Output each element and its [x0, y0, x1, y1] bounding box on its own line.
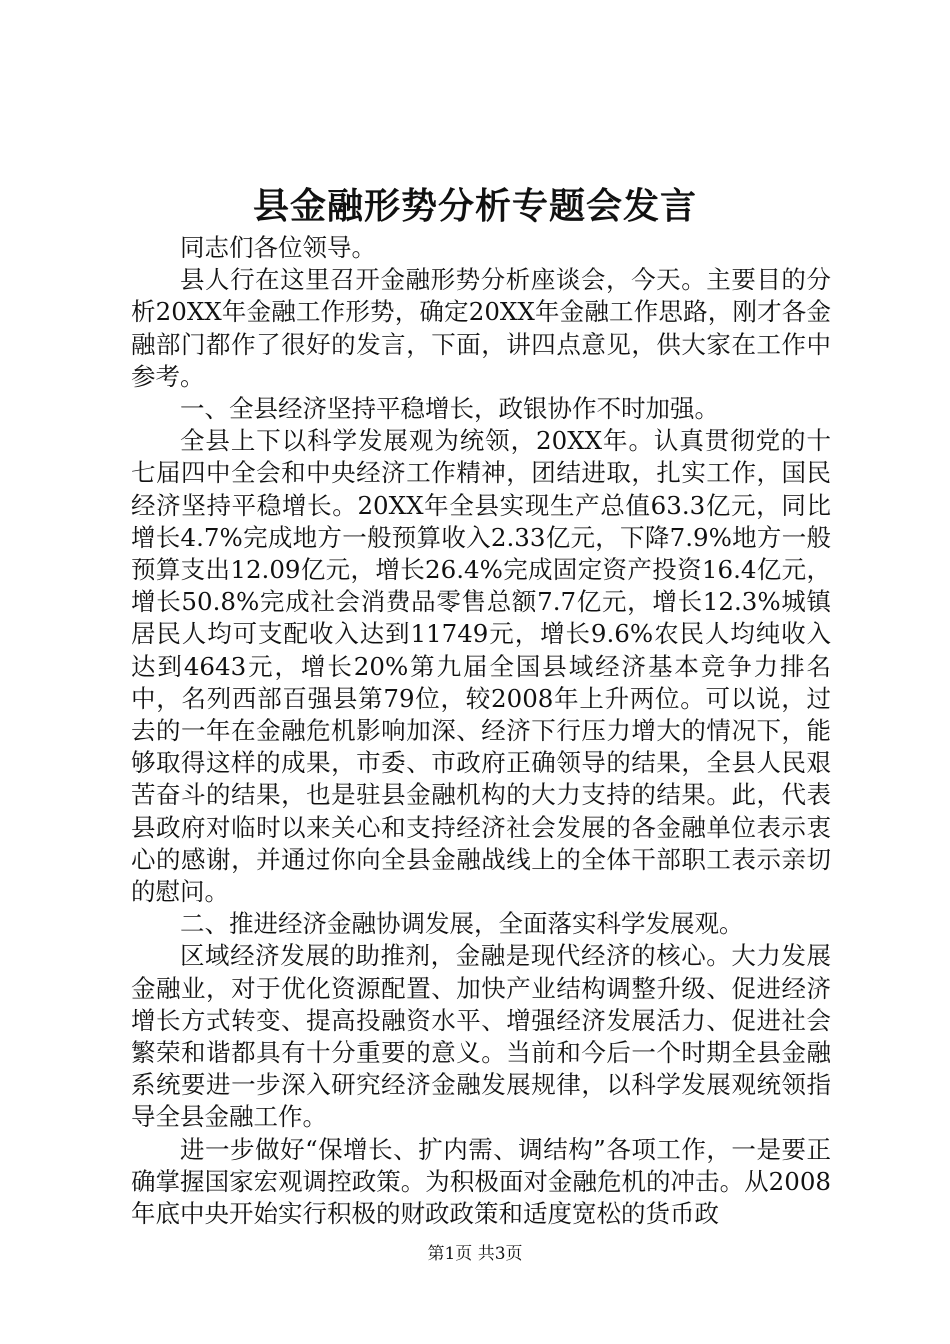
paragraph-intro: 县人行在这里召开金融形势分析座谈会，今天。主要目的分析20XX年金融工作形势，确定20XX年金融工作思路，刚才各金融部门都作了很好的发言，下面，讲四点意见，供大家在工作中参考。	[131, 265, 831, 391]
document-title: 县金融形势分析专题会发言	[252, 185, 697, 227]
paragraph-greeting: 同志们各位领导。	[180, 233, 376, 262]
section-heading-2: 二、推进经济金融协调发展，全面落实科学发展观。	[180, 909, 744, 939]
paragraph-policy: 进一步做好“保增长、扩内需、调结构”各项工作，一是要正确掌握国家宏观调控政策。为积极面对金融危机的冲击。从2008年底中央开始实行积极的财政政策和适度宽松的货币政	[131, 1134, 831, 1229]
paragraph-finance-role: 区域经济发展的助推剂，金融是现代经济的核心。大力发展金融业，对于优化资源配置、加快产业结构调整升级、促进经济增长方式转变、提高投融资水平、增强经济发展活力、促进社会繁荣和谐都具有十分重要的意义。当前和今后一个时期全县金融系统要进一步深入研究经济金融发展规律，以科学发展观统领指导全县金融工作。	[131, 941, 831, 1132]
section-heading-1: 一、全县经济坚持平稳增长，政银协作不时加强。	[180, 394, 719, 424]
document-body	[131, 232, 831, 1230]
page-footer: 第1页 共3页	[427, 1244, 523, 1264]
paragraph-economy: 全县上下以科学发展观为统领，20XX年。认真贯彻党的十七届四中全会和中央经济工作精神，团结进取，扎实工作，国民经济坚持平稳增长。20XX年全县实现生产总值63.3亿元，同比增长4.7%完成地方一般预算收入2.33亿元，下降7.9%地方一般预算支出12.09亿元，增长26.4%完成固定资产投资16.4亿元，增长50.8%完成社会消费品零售总额7.7亿元，增长12.3%城镇居民人均可支配收入达到11749元，增长9.6%农民人均纯收入达到4643元，增长20%第九届全国县域经济基本竞争力排名中，名列西部百强县第79位，较2008年上升两位。可以说，过去的一年在金融危机影响加深、经济下行压力增大的情况下，能够取得这样的成果，市委、市政府正确领导的结果，全县人民艰苦奋斗的结果，也是驻县金融机构的大力支持的结果。此，代表县政府对临时以来关心和支持经济社会发展的各金融单位表示衷心的感谢，并通过你向全县金融战线上的全体干部职工表示亲切的慰问。	[131, 426, 831, 907]
